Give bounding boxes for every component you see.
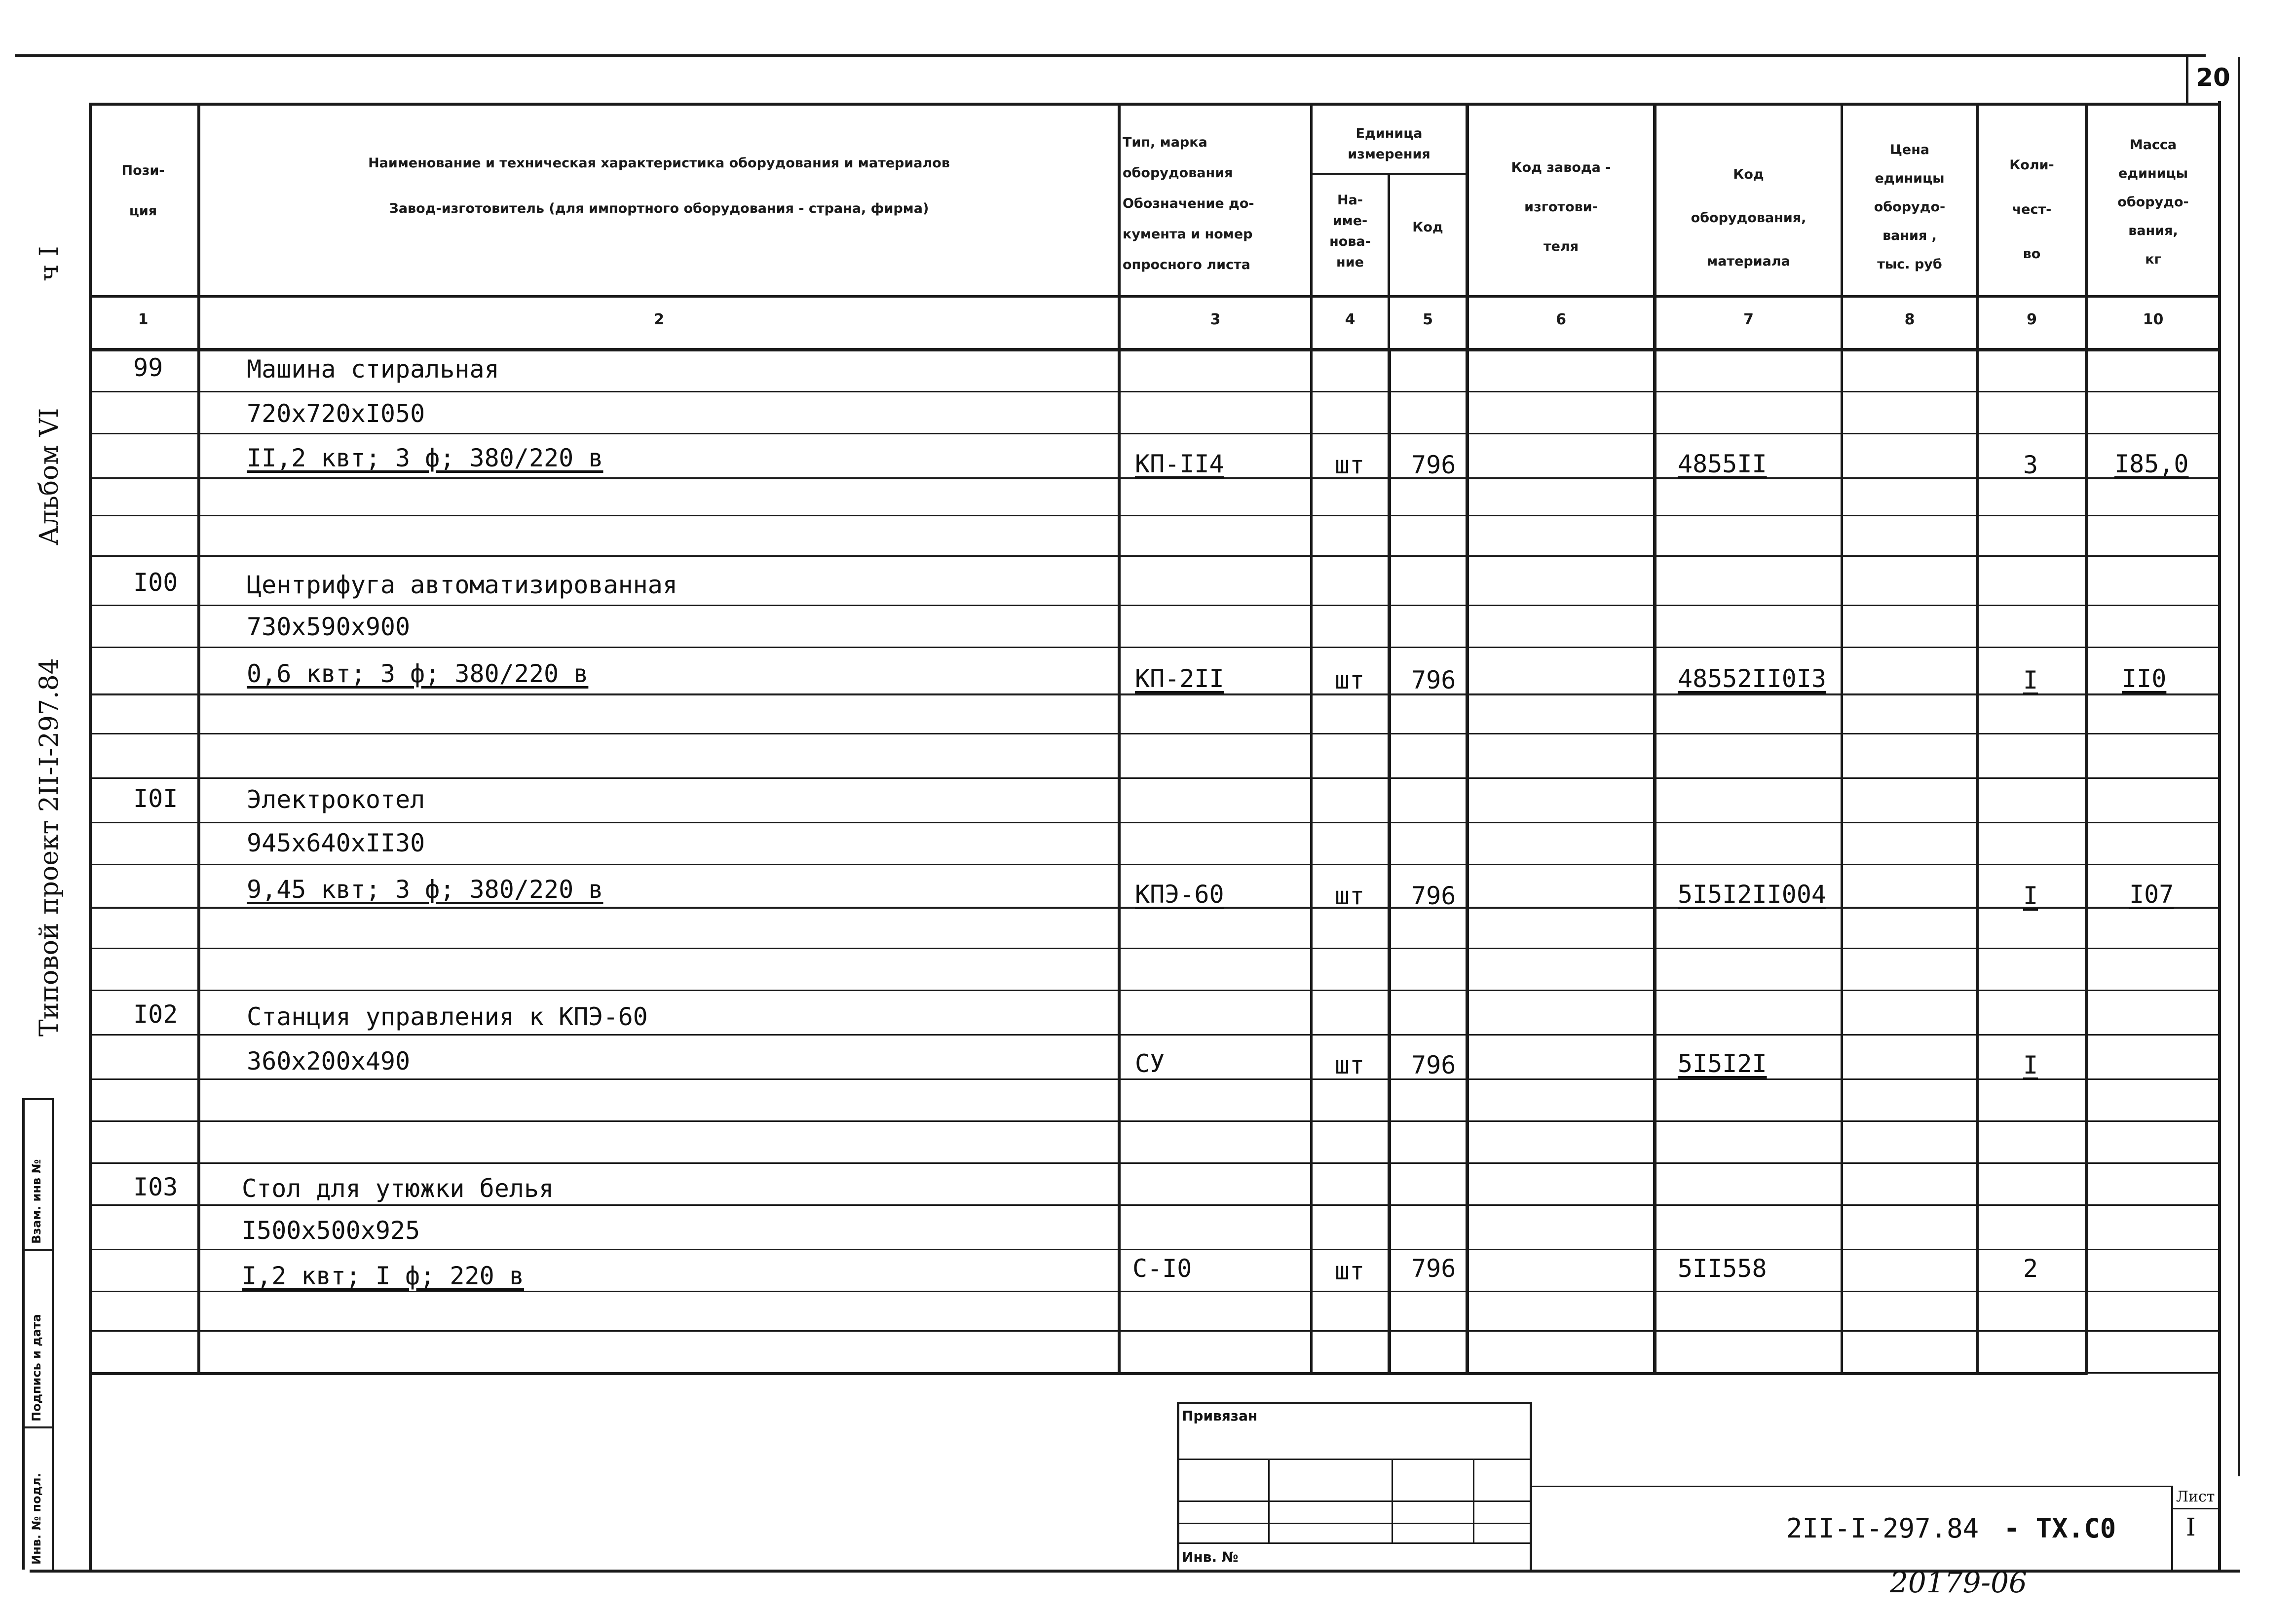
- item-unit: шт: [1335, 1051, 1365, 1079]
- item-type: С-I0: [1132, 1254, 1192, 1283]
- item-dimensions: 730х590х900: [247, 613, 411, 641]
- item-code: 5I5I2I: [1678, 1049, 1767, 1078]
- col-line: [197, 104, 200, 1375]
- stamp-strip-mid: [52, 1098, 54, 1570]
- row-line: [89, 1249, 2221, 1250]
- header-col2: Наименование и техническая характеристика оборудования и материалов Завод-изготовитель (для импортного оборудования - страна, фирма): [368, 155, 950, 216]
- item-position: I02: [133, 1000, 178, 1029]
- item-spec: I,2 квт; I ф; 220 в: [242, 1262, 524, 1290]
- doc-code-main: 2II-I-297.84: [1786, 1513, 1979, 1544]
- bound-box-col: [1473, 1459, 1474, 1542]
- item-unit-code: 796: [1411, 1254, 1456, 1283]
- item-code: 4855II: [1678, 450, 1767, 478]
- colnum-3: 3: [1210, 311, 1221, 328]
- doc-code-suffix: - ТХ.С0: [2003, 1513, 2116, 1544]
- item-unit: шт: [1335, 1257, 1365, 1285]
- sheet-value: I: [2186, 1513, 2196, 1541]
- col-line: [1653, 104, 1656, 1375]
- colnum-2: 2: [654, 311, 664, 328]
- item-unit: шт: [1335, 451, 1365, 479]
- colnum-bottom-line: [89, 348, 2221, 351]
- header-col7: Код оборудования, материала: [1691, 167, 1807, 269]
- table-bottom-line: [89, 1372, 2087, 1375]
- colnum-6: 6: [1556, 311, 1566, 328]
- row-line: [89, 555, 2221, 557]
- item-code: 5II558: [1678, 1254, 1767, 1283]
- item-position: I03: [133, 1173, 178, 1201]
- bound-box-left: [1177, 1402, 1179, 1572]
- item-qty: I: [2023, 666, 2038, 694]
- colnum-5: 5: [1423, 311, 1433, 328]
- item-qty: 2: [2023, 1254, 2038, 1283]
- row-line: [89, 822, 2221, 823]
- item-name: Стол для утюжки белья: [242, 1174, 554, 1203]
- col-line: [1466, 104, 1469, 1375]
- sheet-box-left: [2171, 1486, 2173, 1572]
- header-col9: Коли- чест- во: [2009, 157, 2054, 262]
- top-trim-line: [15, 54, 2206, 57]
- col-line: [1841, 104, 1843, 1375]
- item-position: 99: [133, 353, 163, 382]
- row-line: [89, 864, 2221, 865]
- row-line: [89, 733, 2221, 734]
- row-line: [89, 391, 2221, 392]
- column-numbers-row: [0, 311, 2221, 336]
- colnum-1: 1: [138, 311, 149, 328]
- col-line-thick: [2085, 104, 2088, 1375]
- item-spec: 9,45 квт; 3 ф; 380/220 в: [247, 875, 603, 904]
- header-col3: Тип, марка оборудования Обозначение до- кумента и номер опросного листа: [1123, 135, 1254, 272]
- page-number: 20: [2196, 63, 2230, 92]
- item-dimensions: 360х200х490: [247, 1047, 411, 1076]
- bound-box-col: [1268, 1459, 1270, 1542]
- col-line: [1310, 104, 1313, 1375]
- row-line: [89, 1162, 2221, 1164]
- row-line: [89, 1330, 2221, 1332]
- stamp-strip-top: [22, 1098, 52, 1100]
- item-unit-code: 796: [1411, 666, 1456, 694]
- header-col5: Код: [1412, 220, 1443, 235]
- header-col4: На- име- нова- ние: [1329, 192, 1371, 270]
- title-block-line: [1532, 1486, 2171, 1487]
- colnum-4: 4: [1345, 311, 1355, 328]
- col-line: [1976, 104, 1979, 1375]
- item-unit: шт: [1335, 882, 1365, 910]
- row-line: [89, 693, 2221, 695]
- row-line: [89, 1078, 2221, 1080]
- row-line: [89, 1120, 2221, 1122]
- item-unit: шт: [1335, 666, 1365, 694]
- bound-box-top: [1177, 1402, 1532, 1404]
- item-mass: I07: [2129, 880, 2174, 909]
- bound-box-line: [1177, 1500, 1532, 1502]
- stamp-divider: [22, 1249, 52, 1251]
- item-type: КП-2II: [1135, 664, 1224, 693]
- colnum-8: 8: [1904, 311, 1915, 328]
- header-col8: Цена единицы оборудо- вания , тыс. руб: [1874, 142, 1946, 272]
- side-volume: ч I: [35, 246, 64, 281]
- row-line: [89, 1204, 2221, 1206]
- item-code: 5I5I2II004: [1678, 880, 1827, 909]
- item-position: I0I: [133, 784, 178, 813]
- item-position: I00: [133, 568, 178, 597]
- item-type: СУ: [1135, 1049, 1165, 1078]
- colnum-10: 10: [2143, 311, 2164, 328]
- row-line: [89, 948, 2221, 949]
- item-qty: 3: [2023, 451, 2038, 479]
- header-col10: Масса единицы оборудо- вания, кг: [2117, 137, 2189, 267]
- row-line: [89, 647, 2221, 648]
- header-bottom-line: [89, 295, 2221, 298]
- header-col6: Код завода - изготови- теля: [1511, 160, 1611, 254]
- col-line-thick: [1388, 349, 1391, 1375]
- stamp-replaced-inv: Взам. инв №: [30, 1159, 43, 1244]
- inv-label: Инв. №: [1182, 1549, 1239, 1565]
- item-name: Электрокотел: [247, 785, 425, 814]
- bound-box-line: [1177, 1523, 1532, 1524]
- col-line: [1118, 104, 1121, 1375]
- side-album: Альбом VI: [35, 408, 64, 545]
- item-spec: II,2 квт; 3 ф; 380/220 в: [247, 444, 603, 472]
- item-unit-code: 796: [1411, 451, 1456, 479]
- row-line: [89, 433, 2221, 434]
- page-box-right: [2238, 57, 2240, 1476]
- header-top-line: [89, 103, 2221, 106]
- item-unit-code: 796: [1411, 882, 1456, 910]
- row-line: [89, 990, 2221, 991]
- item-type: КП-II4: [1135, 450, 1224, 478]
- row-line: [89, 1291, 2221, 1292]
- stamp-inv-original: Инв. № подл.: [30, 1473, 43, 1565]
- sheet-box-line: [2171, 1508, 2221, 1509]
- sheet-label: Лист: [2176, 1488, 2215, 1505]
- row-line: [89, 515, 2221, 516]
- header-unit-group: Единица измерения: [1348, 126, 1430, 162]
- item-dimensions: 720х720хI050: [247, 399, 425, 428]
- item-unit-code: 796: [1411, 1051, 1456, 1079]
- bound-box-col: [1392, 1459, 1393, 1542]
- bound-box-line: [1177, 1459, 1532, 1460]
- row-line: [89, 605, 2221, 606]
- side-project: Типовой проект 2II-I-297.84: [35, 658, 64, 1037]
- item-type: КПЭ-60: [1135, 880, 1224, 909]
- item-spec: 0,6 квт; 3 ф; 380/220 в: [247, 659, 589, 688]
- stamp-strip-left: [22, 1098, 25, 1570]
- item-mass: II0: [2122, 664, 2167, 693]
- row-line: [89, 777, 2221, 779]
- item-qty: I: [2023, 882, 2038, 910]
- item-qty: I: [2023, 1051, 2038, 1079]
- doc-code: [1786, 1513, 2116, 1544]
- item-dimensions: I500х500х925: [242, 1216, 420, 1245]
- item-name: Станция управления к КПЭ-60: [247, 1002, 648, 1031]
- item-name: Центрифуга автоматизированная: [247, 571, 678, 599]
- table-bottom-line-right: [2087, 1372, 2221, 1374]
- header-col1: Пози- ция: [121, 163, 165, 219]
- handwritten-number: 20179-06: [1890, 1566, 2027, 1599]
- colnum-7: 7: [1743, 311, 1754, 328]
- item-mass: I85,0: [2114, 450, 2189, 478]
- item-dimensions: 945х640хII30: [247, 829, 425, 857]
- stamp-signature-date: Подпись и дата: [30, 1314, 43, 1422]
- row-line: [89, 1034, 2221, 1036]
- colnum-9: 9: [2027, 311, 2037, 328]
- item-name: Машина стиральная: [247, 355, 499, 384]
- item-code: 48552II0I3: [1678, 664, 1827, 693]
- bound-box-line: [1177, 1542, 1532, 1544]
- bound-label: Привязан: [1182, 1408, 1258, 1424]
- stamp-divider: [22, 1426, 52, 1428]
